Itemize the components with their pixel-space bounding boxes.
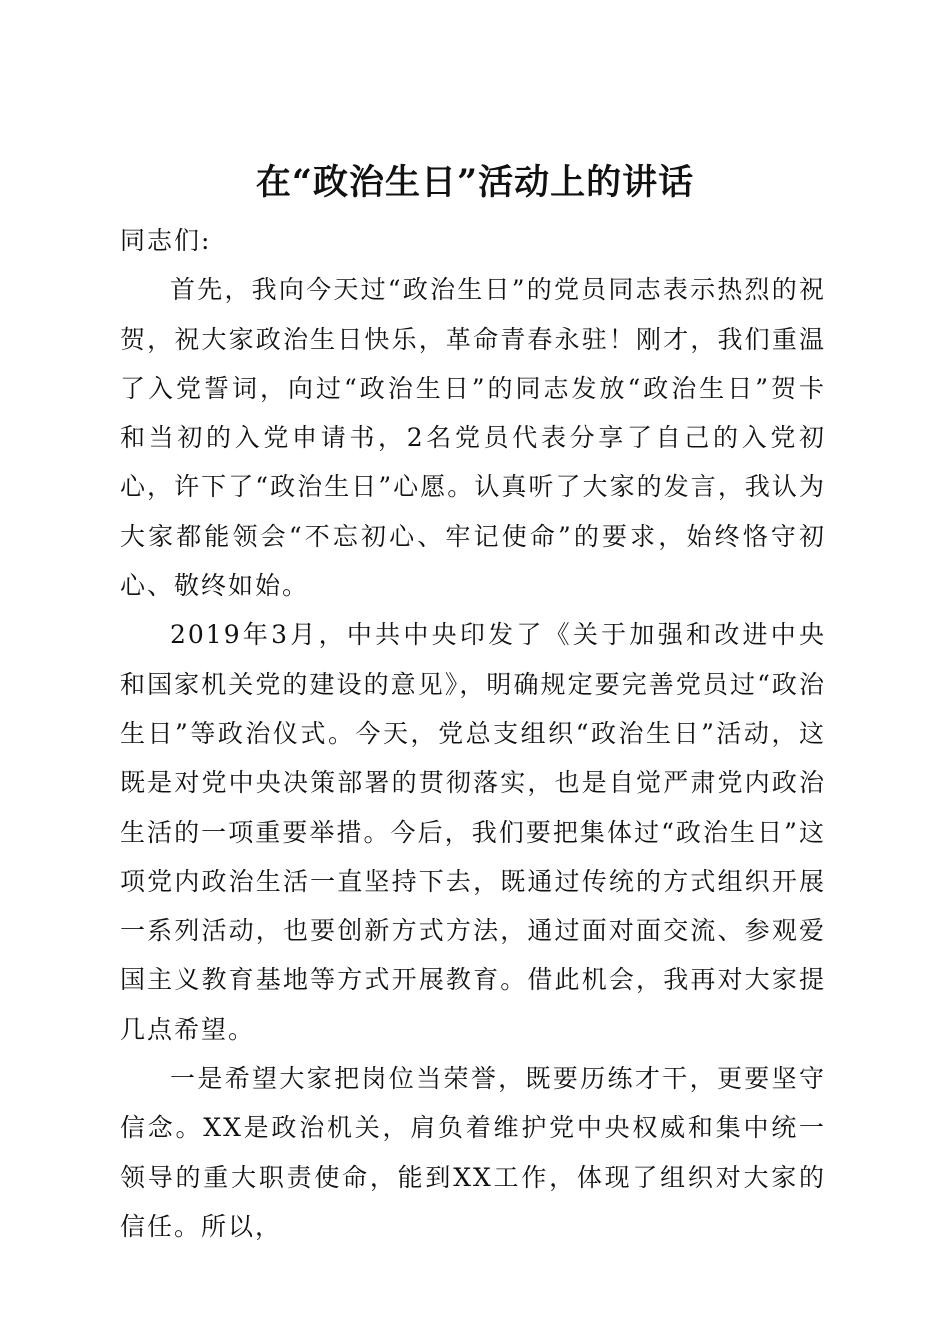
paragraph-1: 首先，我向今天过“政治生日”的党员同志表示热烈的祝贺，祝大家政治生日快乐，革命青春永驻！刚才，我们重温了入党誓词，向过“政治生日”的同志发放“政治生日”贺卡和当初的入党申请书，2名党员代表分享了自己的入党初心，许下了“政治生日”心愿。认真听了大家的发言，我认为大家都能领会“不忘初心、牢记使命”的要求，始终恪守初心、敬终如始。 — [120, 275, 826, 601]
document-body — [120, 216, 826, 1251]
paragraph-2: 2019年3月，中共中央印发了《关于加强和改进中央和国家机关党的建设的意见》，明确规定要完善党员过“政治生日”等政治仪式。今天，党总支组织“政治生日”活动，这既是对党中央决策部署的贯彻落实，也是自觉严肃党内政治生活的一项重要举措。今后，我们要把集体过“政治生日”这项党内政治生活一直坚持下去，既通过传统的方式组织开展一系列活动，也要创新方式方法，通过面对面交流、参观爱国主义教育基地等方式开展教育。借此机会，我再对大家提几点希望。 — [120, 620, 826, 1044]
document-title: 在“政治生日”活动上的讲话 — [255, 162, 695, 204]
paragraph-3: 一是希望大家把岗位当荣誉，既要历练才干，更要坚守信念。XX是政治机关，肩负着维护党中央权威和集中统一领导的重大职责使命，能到XX工作，体现了组织对大家的信任。所以， — [120, 1064, 826, 1241]
salutation: 同志们: — [120, 226, 212, 255]
